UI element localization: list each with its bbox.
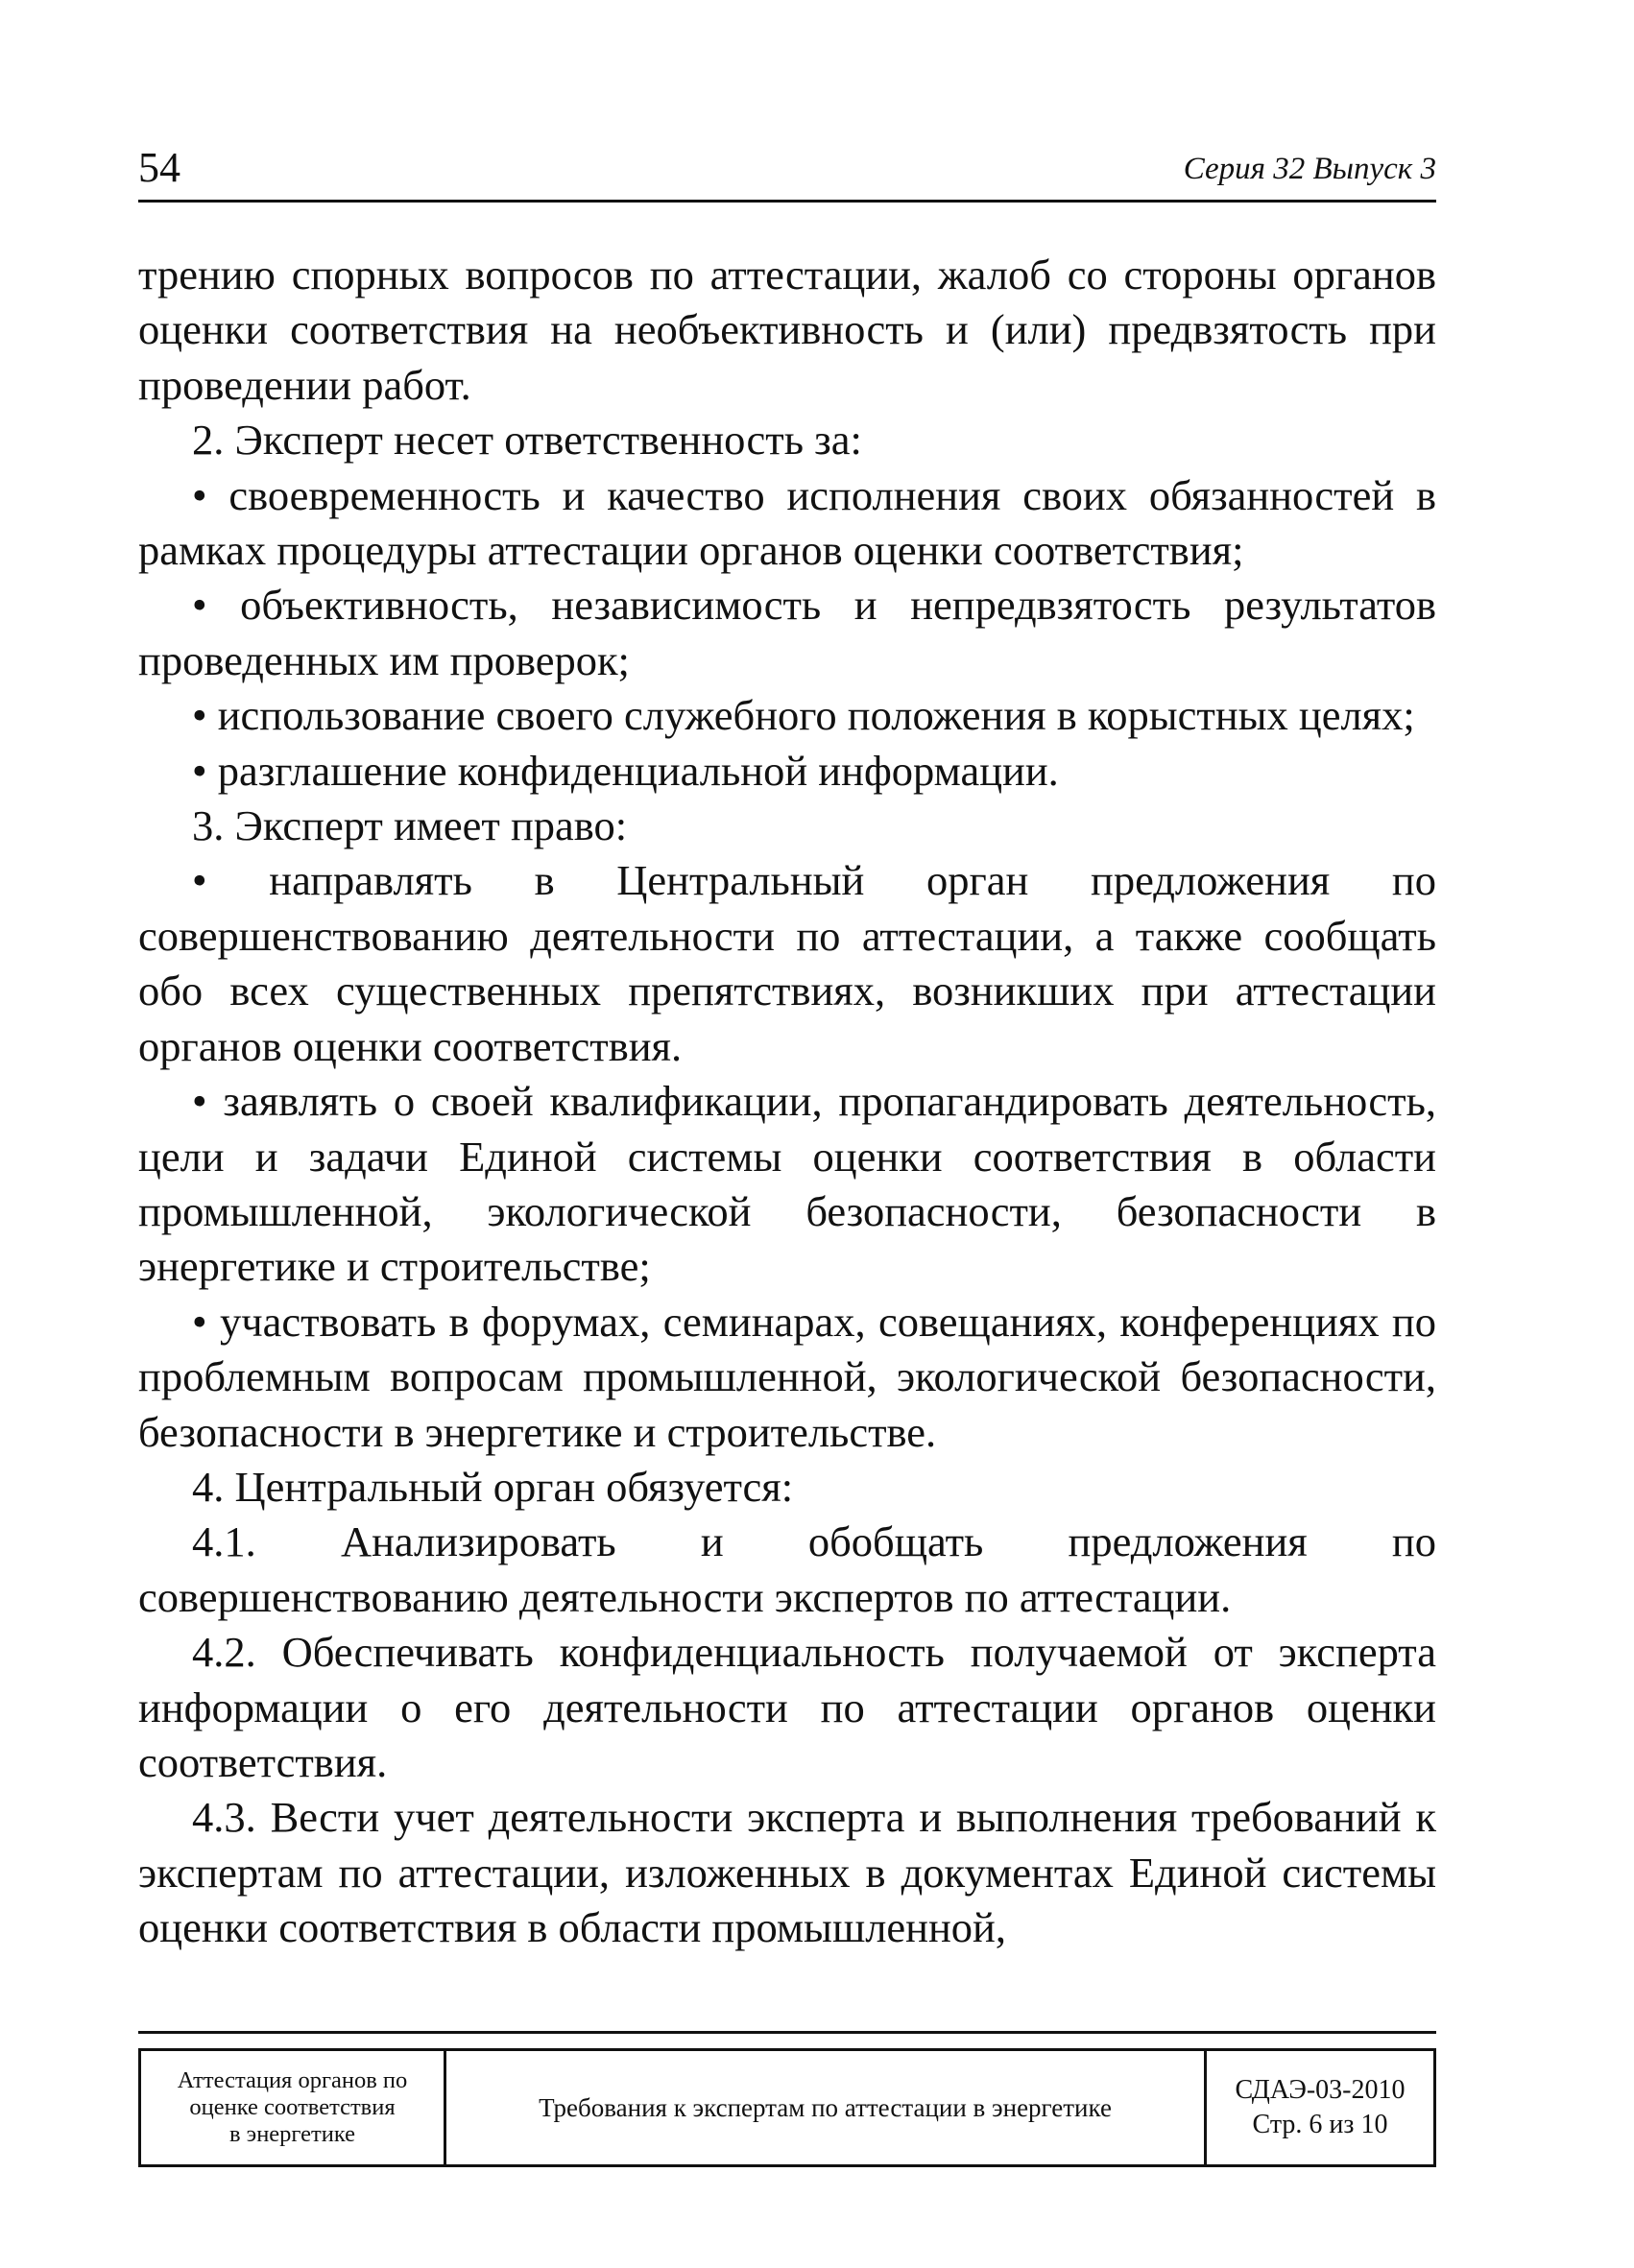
footer-document-category [141, 2051, 446, 2164]
bullet-item: • участвовать в форумах, семинарах, совещаниях, конференциях по проблемным вопросам промышленной, экологической безопасности, безопасности в энергетике и строительстве. [138, 1297, 1436, 1456]
footer-page-count: Стр. 6 из 10 [1252, 2110, 1388, 2139]
paragraph: трению спорных вопросов по аттестации, жалоб со стороны органов оценки соответствия на необъективность и (или) предвзятость при проведении работ. [138, 251, 1436, 409]
bullet-item: • заявлять о своей квалификации, пропагандировать деятельность, цели и задачи Единой системы оценки соответствия в области промышленной, экологической безопасности, безопасности в энергетике и строительстве; [138, 1077, 1436, 1291]
paragraph: 3. Эксперт имеет право: [192, 801, 628, 850]
paragraph: 2. Эксперт несет ответственность за: [192, 416, 862, 465]
footer-code: СДАЭ-03-2010 [1235, 2075, 1406, 2105]
footer-left-line: Аттестация органов по [177, 2067, 408, 2093]
series-title: Серия 32 Выпуск 3 [1183, 152, 1436, 186]
bullet-item: • использование своего служебного положения в корыстных целях; [192, 691, 1415, 740]
footer-table [138, 2048, 1436, 2167]
footer-document-code [1207, 2051, 1433, 2164]
bullet-item: • объективность, независимость и непредвзятость результатов проведенных им проверок; [138, 581, 1436, 684]
paragraph: 4.1. Анализировать и обобщать предложения по совершенствованию деятельности экспертов по аттестации. [138, 1517, 1436, 1621]
paragraph: 4. Центральный орган обязуется: [192, 1462, 794, 1511]
bullet-item: • направлять в Центральный орган предложения по совершенствованию деятельности по аттестации, а также сообщать обо всех существенных препятствиях, возникших при аттестации органов оценки соответствия. [138, 856, 1436, 1070]
page-header [138, 144, 1436, 203]
footer-left-line: в энергетике [228, 2121, 356, 2147]
paragraph: 4.3. Вести учет деятельности эксперта и выполнения требований к экспертам по аттестации, изложенных в документах Единой системы оценки соответствия в области промышленной, [138, 1793, 1436, 1952]
page-number: 54 [138, 144, 180, 191]
footer-divider [138, 2031, 1436, 2034]
bullet-item: • разглашение конфиденциальной информации. [192, 746, 1059, 795]
bullet-item: • своевременность и качество исполнения своих обязанностей в рамках процедуры аттестации органов оценки соответствия; [138, 470, 1436, 575]
footer-title-text: Требования к экспертам по аттестации в энергетике [539, 2093, 1112, 2122]
footer-left-line: оценке соответствия [189, 2094, 396, 2120]
footer-document-title [446, 2051, 1207, 2164]
body-text [138, 248, 1436, 1956]
paragraph: 4.2. Обеспечивать конфиденциальность получаемой от эксперта информации о его деятельности по аттестации органов оценки соответствия. [138, 1628, 1436, 1786]
